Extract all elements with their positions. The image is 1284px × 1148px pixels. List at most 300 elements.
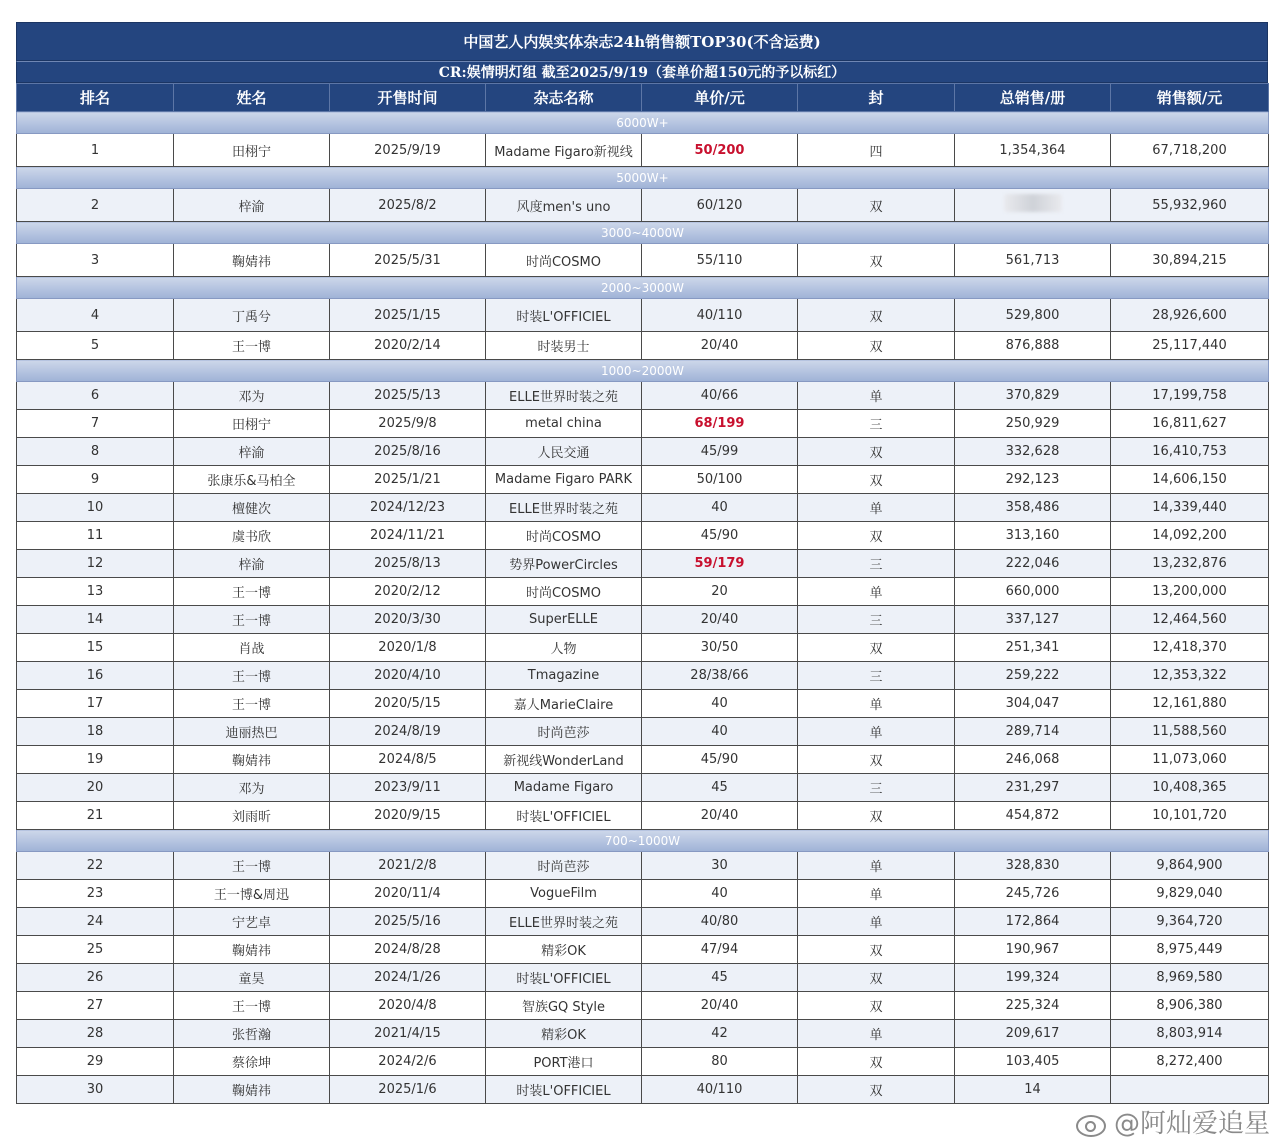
magazine-cell: 嘉人MarieClaire [486,690,642,718]
price-cell: 40/110 [642,1076,798,1104]
magazine-cell: 人物 [486,634,642,662]
tier-label: 700~1000W [17,830,1269,852]
sales-cell: 16,410,753 [1111,438,1269,466]
table-row [17,662,1269,690]
rank-cell: 15 [17,634,174,662]
sales-cell: 8,906,380 [1111,992,1269,1020]
table-row [17,802,1269,830]
magazine-cell: PORT港口 [486,1048,642,1076]
name-cell: 丁禹兮 [174,299,330,332]
cover-cell: 双 [798,1076,955,1104]
copies-cell: 14 [955,1076,1111,1104]
name-cell: 童昊 [174,964,330,992]
sales-cell: 10,101,720 [1111,802,1269,830]
magazine-cell: 时尚芭莎 [486,718,642,746]
date-cell: 2020/4/10 [330,662,486,690]
price-cell: 20/40 [642,992,798,1020]
cover-cell: 双 [798,522,955,550]
rank-cell: 21 [17,802,174,830]
tier-label: 5000W+ [17,167,1269,189]
weibo-icon [1074,1109,1108,1135]
table-row [17,880,1269,908]
rank-cell: 22 [17,852,174,880]
sales-cell: 13,232,876 [1111,550,1269,578]
name-cell: 张康乐&马柏全 [174,466,330,494]
date-cell: 2025/9/8 [330,410,486,438]
sheet-credit: CR:娱情明灯组 截至2025/9/19（套单价超150元的予以标红） [16,61,1268,83]
table-row [17,410,1269,438]
tier-row [17,222,1269,244]
price-cell: 45 [642,964,798,992]
magazine-cell: VogueFilm [486,880,642,908]
name-cell: 鞠婧祎 [174,746,330,774]
cover-cell: 双 [798,299,955,332]
table-row [17,244,1269,277]
date-cell: 2020/3/30 [330,606,486,634]
name-cell: 王一博 [174,992,330,1020]
col-name-header: 姓名 [174,84,330,112]
magazine-cell: 时装男士 [486,332,642,360]
cover-cell: 单 [798,690,955,718]
price-cell: 20/40 [642,802,798,830]
date-cell: 2025/5/13 [330,382,486,410]
copies-cell: 332,628 [955,438,1111,466]
date-cell: 2023/9/11 [330,774,486,802]
table-row [17,606,1269,634]
price-cell: 55/110 [642,244,798,277]
sales-cell: 12,464,560 [1111,606,1269,634]
copies-cell: 250,929 [955,410,1111,438]
copies-cell: 259,222 [955,662,1111,690]
magazine-cell: 时尚COSMO [486,244,642,277]
date-cell: 2020/2/12 [330,578,486,606]
sales-ranking-sheet [16,22,1268,1104]
sales-cell: 9,829,040 [1111,880,1269,908]
rank-cell: 30 [17,1076,174,1104]
price-cell: 40 [642,718,798,746]
cover-cell: 单 [798,718,955,746]
table-row [17,690,1269,718]
table-row [17,578,1269,606]
magazine-cell: 时装L'OFFICIEL [486,1076,642,1104]
price-cell: 68/199 [642,410,798,438]
table-row [17,964,1269,992]
sales-cell: 12,161,880 [1111,690,1269,718]
magazine-cell: Madame Figaro [486,774,642,802]
name-cell: 张哲瀚 [174,1020,330,1048]
magazine-cell: 人民交通 [486,438,642,466]
tier-label: 1000~2000W [17,360,1269,382]
magazine-cell: 智族GQ Style [486,992,642,1020]
redacted-value [1004,194,1062,212]
cover-cell: 单 [798,1020,955,1048]
table-row [17,550,1269,578]
price-cell: 40/66 [642,382,798,410]
copies-cell: 454,872 [955,802,1111,830]
rank-cell: 17 [17,690,174,718]
magazine-cell: 精彩OK [486,1020,642,1048]
sheet-title: 中国艺人内娱实体杂志24h销售额TOP30(不含运费) [16,22,1268,61]
name-cell: 田栩宁 [174,410,330,438]
rank-cell: 28 [17,1020,174,1048]
name-cell: 肖战 [174,634,330,662]
rank-cell: 4 [17,299,174,332]
date-cell: 2020/5/15 [330,690,486,718]
cover-cell: 三 [798,662,955,690]
magazine-cell: 时尚COSMO [486,522,642,550]
cover-cell: 双 [798,332,955,360]
sales-cell: 30,894,215 [1111,244,1269,277]
cover-cell: 单 [798,908,955,936]
copies-cell: 251,341 [955,634,1111,662]
date-cell: 2024/12/23 [330,494,486,522]
sales-cell: 13,200,000 [1111,578,1269,606]
rank-cell: 7 [17,410,174,438]
name-cell: 梓渝 [174,550,330,578]
rank-cell: 24 [17,908,174,936]
name-cell: 迪丽热巴 [174,718,330,746]
price-cell: 40 [642,690,798,718]
cover-cell: 双 [798,438,955,466]
name-cell: 田栩宁 [174,134,330,167]
copies-cell: 304,047 [955,690,1111,718]
date-cell: 2024/1/26 [330,964,486,992]
sales-cell: 10,408,365 [1111,774,1269,802]
tier-row [17,167,1269,189]
price-cell: 45/90 [642,522,798,550]
col-rank-header: 排名 [17,84,174,112]
copies-cell: 292,123 [955,466,1111,494]
rank-cell: 3 [17,244,174,277]
name-cell: 王一博 [174,606,330,634]
sales-cell: 14,339,440 [1111,494,1269,522]
sales-cell: 11,073,060 [1111,746,1269,774]
magazine-cell: 势界PowerCircles [486,550,642,578]
name-cell: 鞠婧祎 [174,244,330,277]
price-cell: 40 [642,494,798,522]
copies-cell: 209,617 [955,1020,1111,1048]
magazine-cell: Madame Figaro PARK [486,466,642,494]
table-row [17,1048,1269,1076]
rank-cell: 20 [17,774,174,802]
name-cell: 王一博 [174,852,330,880]
table-row [17,746,1269,774]
table-row [17,299,1269,332]
name-cell: 梓渝 [174,438,330,466]
ranking-table [16,83,1269,1104]
magazine-cell: 时装L'OFFICIEL [486,299,642,332]
cover-cell: 单 [798,578,955,606]
price-cell: 80 [642,1048,798,1076]
cover-cell: 三 [798,606,955,634]
name-cell: 檀健次 [174,494,330,522]
date-cell: 2025/5/16 [330,908,486,936]
copies-cell: 337,127 [955,606,1111,634]
sales-cell: 8,969,580 [1111,964,1269,992]
date-cell: 2025/8/13 [330,550,486,578]
copies-cell: 225,324 [955,992,1111,1020]
date-cell: 2020/1/8 [330,634,486,662]
sales-cell: 11,588,560 [1111,718,1269,746]
cover-cell: 双 [798,1048,955,1076]
date-cell: 2021/2/8 [330,852,486,880]
sales-cell: 8,975,449 [1111,936,1269,964]
rank-cell: 10 [17,494,174,522]
sales-cell: 8,272,400 [1111,1048,1269,1076]
price-cell: 45 [642,774,798,802]
magazine-cell: ELLE世界时装之苑 [486,908,642,936]
col-sales-header: 销售额/元 [1111,84,1269,112]
rank-cell: 9 [17,466,174,494]
copies-cell: 190,967 [955,936,1111,964]
table-row [17,522,1269,550]
date-cell: 2025/5/31 [330,244,486,277]
cover-cell: 单 [798,494,955,522]
magazine-cell: 时尚COSMO [486,578,642,606]
magazine-cell: ELLE世界时装之苑 [486,382,642,410]
date-cell: 2025/1/15 [330,299,486,332]
col-magazine-header: 杂志名称 [486,84,642,112]
sales-cell [1111,1076,1269,1104]
sales-cell: 9,364,720 [1111,908,1269,936]
copies-cell: 289,714 [955,718,1111,746]
weibo-watermark [1074,1103,1270,1140]
table-row [17,1020,1269,1048]
cover-cell: 双 [798,244,955,277]
price-cell: 59/179 [642,550,798,578]
rank-cell: 16 [17,662,174,690]
rank-cell: 19 [17,746,174,774]
sales-cell: 16,811,627 [1111,410,1269,438]
sales-cell: 28,926,600 [1111,299,1269,332]
copies-cell: 246,068 [955,746,1111,774]
table-row [17,382,1269,410]
name-cell: 王一博 [174,578,330,606]
name-cell: 邓为 [174,382,330,410]
name-cell: 虞书欣 [174,522,330,550]
date-cell: 2025/9/19 [330,134,486,167]
cover-cell: 双 [798,936,955,964]
copies-cell: 370,829 [955,382,1111,410]
cover-cell: 双 [798,802,955,830]
price-cell: 28/38/66 [642,662,798,690]
table-row [17,134,1269,167]
copies-cell: 222,046 [955,550,1111,578]
cover-cell: 单 [798,382,955,410]
rank-cell: 6 [17,382,174,410]
tier-label: 6000W+ [17,112,1269,134]
table-row [17,494,1269,522]
copies-cell: 529,800 [955,299,1111,332]
col-date-header: 开售时间 [330,84,486,112]
cover-cell: 单 [798,852,955,880]
col-copies-header: 总销售/册 [955,84,1111,112]
name-cell: 鞠婧祎 [174,1076,330,1104]
table-row [17,908,1269,936]
rank-cell: 26 [17,964,174,992]
tier-label: 2000~3000W [17,277,1269,299]
table-body [17,112,1269,1104]
magazine-cell: 风度men's uno [486,189,642,222]
table-row [17,852,1269,880]
date-cell: 2020/9/15 [330,802,486,830]
date-cell: 2020/2/14 [330,332,486,360]
copies-cell: 660,000 [955,578,1111,606]
cover-cell: 双 [798,189,955,222]
sales-cell: 9,864,900 [1111,852,1269,880]
table-row [17,718,1269,746]
cover-cell: 单 [798,880,955,908]
col-price-header: 单价/元 [642,84,798,112]
price-cell: 20 [642,578,798,606]
price-cell: 45/99 [642,438,798,466]
date-cell: 2024/8/5 [330,746,486,774]
cover-cell: 双 [798,964,955,992]
copies-cell: 561,713 [955,244,1111,277]
price-cell: 40/110 [642,299,798,332]
tier-row [17,360,1269,382]
date-cell: 2025/8/16 [330,438,486,466]
date-cell: 2024/8/19 [330,718,486,746]
sales-cell: 12,353,322 [1111,662,1269,690]
copies-cell: 313,160 [955,522,1111,550]
price-cell: 42 [642,1020,798,1048]
price-cell: 30/50 [642,634,798,662]
rank-cell: 14 [17,606,174,634]
cover-cell: 双 [798,992,955,1020]
date-cell: 2024/8/28 [330,936,486,964]
rank-cell: 29 [17,1048,174,1076]
copies-cell: 231,297 [955,774,1111,802]
date-cell: 2025/8/2 [330,189,486,222]
name-cell: 刘雨昕 [174,802,330,830]
copies-cell: 876,888 [955,332,1111,360]
price-cell: 50/200 [642,134,798,167]
rank-cell: 5 [17,332,174,360]
cover-cell: 三 [798,410,955,438]
name-cell: 鞠婧祎 [174,936,330,964]
rank-cell: 13 [17,578,174,606]
table-row [17,466,1269,494]
price-cell: 40/80 [642,908,798,936]
name-cell: 蔡徐坤 [174,1048,330,1076]
sales-cell: 25,117,440 [1111,332,1269,360]
copies-cell: 245,726 [955,880,1111,908]
date-cell: 2020/4/8 [330,992,486,1020]
date-cell: 2024/11/21 [330,522,486,550]
sales-cell: 8,803,914 [1111,1020,1269,1048]
sales-cell: 12,418,370 [1111,634,1269,662]
magazine-cell: 新视线WonderLand [486,746,642,774]
cover-cell: 三 [798,550,955,578]
watermark-text: @阿灿爱追星 [1113,1109,1270,1139]
magazine-cell: SuperELLE [486,606,642,634]
sales-cell: 55,932,960 [1111,189,1269,222]
magazine-cell: 时装L'OFFICIEL [486,802,642,830]
sales-cell: 17,199,758 [1111,382,1269,410]
copies-cell [955,189,1111,222]
copies-cell: 199,324 [955,964,1111,992]
magazine-cell: 精彩OK [486,936,642,964]
price-cell: 60/120 [642,189,798,222]
rank-cell: 27 [17,992,174,1020]
table-row [17,992,1269,1020]
copies-cell: 358,486 [955,494,1111,522]
cover-cell: 四 [798,134,955,167]
sales-cell: 14,092,200 [1111,522,1269,550]
name-cell: 王一博 [174,332,330,360]
name-cell: 王一博&周迅 [174,880,330,908]
copies-cell: 172,864 [955,908,1111,936]
magazine-cell: Madame Figaro新视线 [486,134,642,167]
date-cell: 2025/1/6 [330,1076,486,1104]
price-cell: 20/40 [642,332,798,360]
name-cell: 宁艺卓 [174,908,330,936]
magazine-cell: 时装L'OFFICIEL [486,964,642,992]
date-cell: 2021/4/15 [330,1020,486,1048]
rank-cell: 1 [17,134,174,167]
tier-label: 3000~4000W [17,222,1269,244]
sales-cell: 67,718,200 [1111,134,1269,167]
sales-cell: 14,606,150 [1111,466,1269,494]
rank-cell: 11 [17,522,174,550]
price-cell: 20/40 [642,606,798,634]
table-row [17,774,1269,802]
table-row [17,936,1269,964]
cover-cell: 三 [798,774,955,802]
table-row [17,634,1269,662]
date-cell: 2025/1/21 [330,466,486,494]
tier-row [17,112,1269,134]
magazine-cell: metal china [486,410,642,438]
copies-cell: 328,830 [955,852,1111,880]
col-cover-header: 封 [798,84,955,112]
cover-cell: 双 [798,634,955,662]
name-cell: 梓渝 [174,189,330,222]
header-row [17,84,1269,112]
price-cell: 50/100 [642,466,798,494]
name-cell: 王一博 [174,662,330,690]
magazine-cell: 时尚芭莎 [486,852,642,880]
table-row [17,438,1269,466]
price-cell: 47/94 [642,936,798,964]
copies-cell: 1,354,364 [955,134,1111,167]
price-cell: 45/90 [642,746,798,774]
rank-cell: 12 [17,550,174,578]
date-cell: 2024/2/6 [330,1048,486,1076]
magazine-cell: ELLE世界时装之苑 [486,494,642,522]
tier-row [17,277,1269,299]
copies-cell: 103,405 [955,1048,1111,1076]
rank-cell: 23 [17,880,174,908]
rank-cell: 2 [17,189,174,222]
name-cell: 邓为 [174,774,330,802]
price-cell: 30 [642,852,798,880]
table-row [17,1076,1269,1104]
date-cell: 2020/11/4 [330,880,486,908]
rank-cell: 8 [17,438,174,466]
rank-cell: 25 [17,936,174,964]
table-row [17,332,1269,360]
tier-row [17,830,1269,852]
price-cell: 40 [642,880,798,908]
cover-cell: 双 [798,466,955,494]
rank-cell: 18 [17,718,174,746]
cover-cell: 双 [798,746,955,774]
magazine-cell: Tmagazine [486,662,642,690]
name-cell: 王一博 [174,690,330,718]
table-row [17,189,1269,222]
